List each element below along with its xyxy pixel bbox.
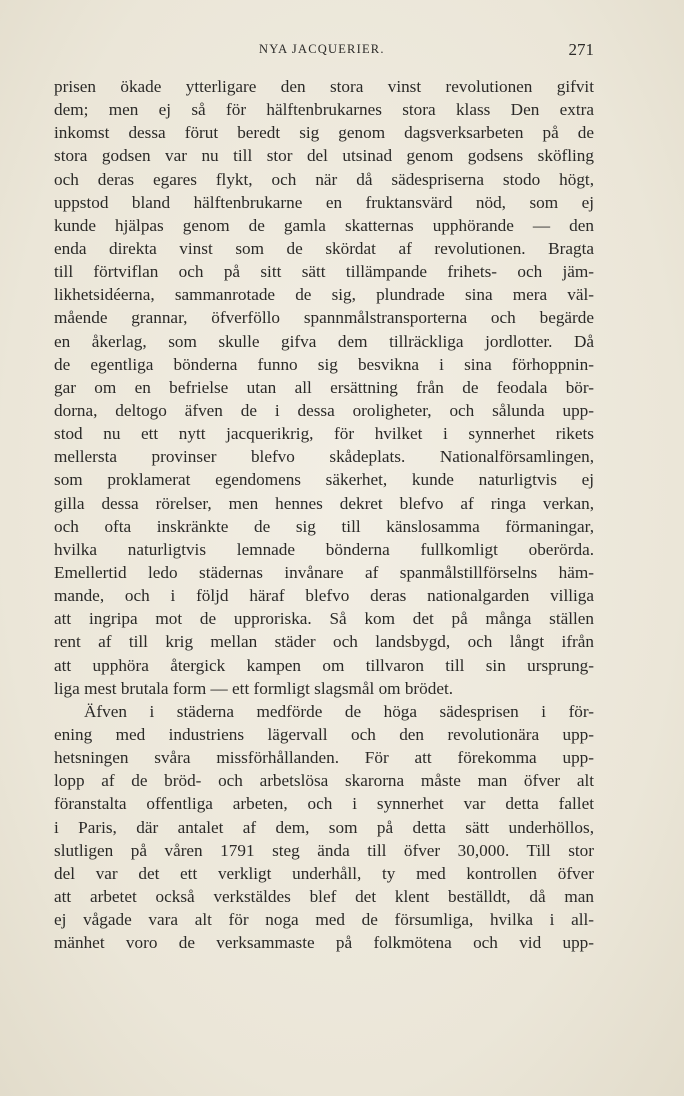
text-line: slutligen på våren 1791 steg ända till öfver 30,000. Till stor (54, 840, 594, 860)
text-line: stod nu ett nytt jacquerikrig, för hvilket i synnerhet rikets (54, 424, 594, 444)
text-line: dem; men ej så för hälftenbrukarnes stora klass Den extra (54, 100, 594, 120)
text-line: till förtviflan och på sitt sätt tillämpande frihets- och jäm- (54, 262, 594, 282)
text-line: hetsningen svåra missförhållanden. För att förekomma upp- (54, 748, 594, 768)
text-line: och deras egares flykt, och när då sädespriserna stodo högt, (54, 169, 594, 189)
text-line: mående grannar, öfverföllo spannmålstransporterna och begärde (54, 308, 594, 328)
text-line: i Paris, där antalet af dem, som på detta sätt underhöllos, (54, 817, 594, 837)
text-line: prisen ökade ytterligare den stora vinst revolutionen gifvit (54, 77, 594, 96)
text-line: mande, och i följd häraf blefvo deras nationalgarden villiga (54, 586, 594, 606)
text-line: gilla dessa rörelser, men hennes dekret blefvo af ringa verkan, (54, 493, 594, 513)
text-line: hvilka naturligtvis lemnade bönderna fullkomligt oberörda. (54, 539, 594, 559)
text-line: föranstalta offentliga arbeten, och i synnerhet var detta fallet (54, 794, 594, 814)
text-line: kunde hjälpas genom de gamla skatternas upphörande — den (54, 215, 594, 235)
body-text (54, 75, 594, 954)
running-head (54, 40, 594, 64)
text-line: dorna, deltogo äfven de i dessa oroligheter, och sålunda upp- (54, 400, 594, 420)
text-line: stora godsen var nu till stor del utsinad genom godsens sköfling (54, 146, 594, 166)
text-line: Emellertid ledo städernas invånare af spanmålstillförselns häm- (54, 562, 594, 582)
text-line: ej vågade vara alt för noga med de försumliga, hvilka i all- (54, 910, 594, 930)
text-line: att upphöra återgick kampen om tillvaron till sin ursprung- (54, 655, 594, 675)
paragraph-first-line: Äfven i städerna medförde de höga sädesprisen i för- (84, 701, 594, 721)
text-line: gar om en befrielse utan all ersättning från de feodala bör- (54, 377, 594, 397)
text-line: rent af till krig mellan städer och landsbygd, och långt ifrån (54, 632, 594, 652)
page-number: 271 (568, 40, 594, 59)
text-line: ening med industriens lägervall och den revolutionära upp- (54, 724, 594, 744)
text-line: som proklamerat egendomens säkerhet, kunde naturligtvis ej (54, 470, 594, 490)
text-line: mellersta provinser blefvo skådeplats. Nationalförsamlingen, (54, 447, 594, 467)
text-line: de egentliga bönderna funno sig besvikna i sina förhoppnin- (54, 354, 594, 374)
text-line: en åkerlag, som skulle gifva dem tillräckliga jordlotter. Då (54, 331, 594, 351)
text-line: mänhet voro de verksammaste på folkmötena och vid upp- (54, 933, 594, 953)
text-line: och ofta inskränkte de sig till känslosamma förmaningar, (54, 516, 594, 536)
paragraph-last-line: liga mest brutala form — ett formligt slagsmål om brödet. (54, 678, 454, 698)
text-line: att arbetet också verkstäldes blef det klent beställdt, då man (54, 886, 594, 906)
text-line: lopp af de bröd- och arbetslösa skarorna måste man öfver alt (54, 771, 594, 791)
text-line: uppstod bland hälftenbrukarne en fruktansvärd nöd, som ej (54, 192, 594, 212)
text-line: enda direkta vinst som de skördat af revolutionen. Bragta (54, 238, 594, 258)
text-line: likhetsidéerna, sammanrotade de sig, plundrade sina mera väl- (54, 285, 594, 305)
running-title: NYA JACQUERIER. (259, 42, 385, 56)
text-line: att ingripa mot de upproriska. Så kom det på många ställen (54, 609, 594, 629)
text-line: inkomst dessa förut beredt sig genom dagsverksarbeten på de (54, 123, 594, 143)
text-line: del var det ett verkligt underhåll, ty med kontrollen öfver (54, 863, 594, 883)
